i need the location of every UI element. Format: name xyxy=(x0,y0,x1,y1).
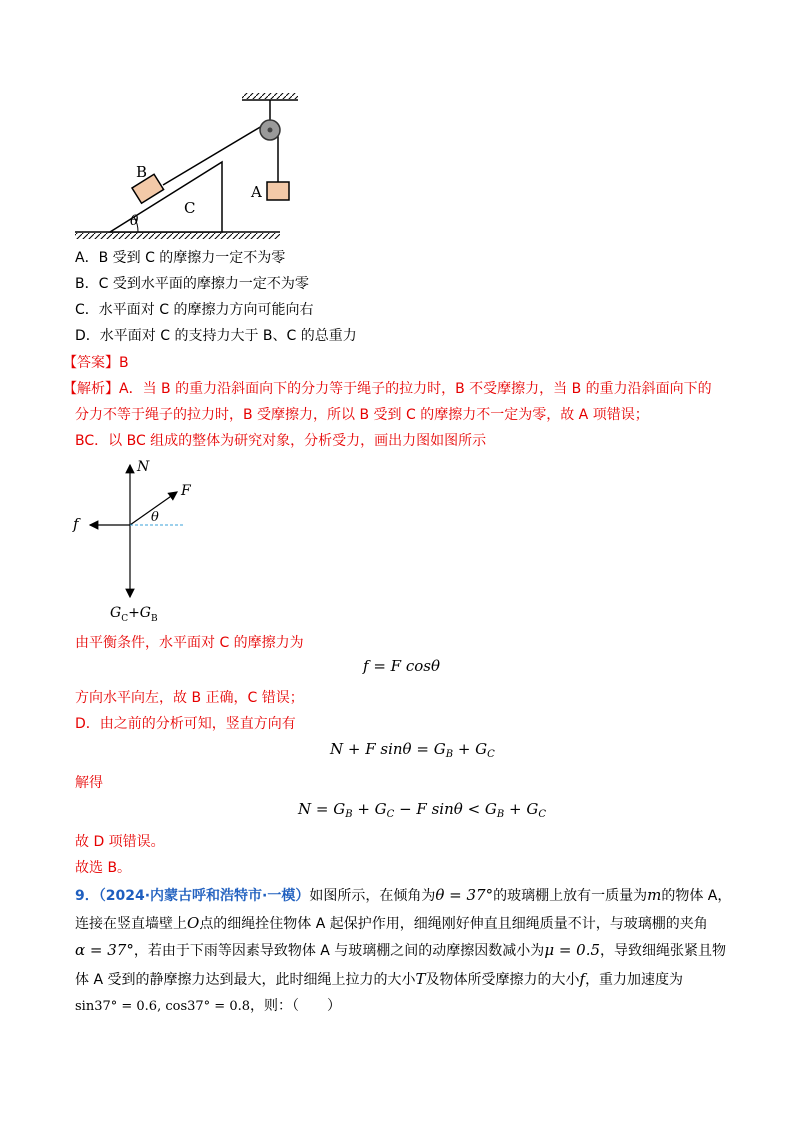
vertical-analysis-text: D．由之前的分析可知，竖直方向有 xyxy=(75,716,296,732)
label-f-friction: f xyxy=(73,515,79,533)
solve-text: 解得 xyxy=(75,775,103,791)
label-c: C xyxy=(184,199,196,217)
d-wrong-text: 故 D 项错误。 xyxy=(75,834,165,850)
option-c: C．水平面对 C 的摩擦力方向可能向右 xyxy=(75,302,314,318)
label-theta: θ xyxy=(130,213,139,229)
wedge-c xyxy=(110,162,222,232)
option-d: D．水平面对 C 的支持力大于 B、C 的总重力 xyxy=(75,328,357,344)
analysis-line-3: BC．以 BC 组成的整体为研究对象，分析受力，画出力图如图所示 xyxy=(75,433,487,449)
label-gravity: $G_C+G_B$ xyxy=(110,605,158,624)
analysis-line-2: 分力不等于绳子的拉力时，B 受摩擦力，所以 B 受到 C 的摩擦力不一定为零，故 A 项错误； xyxy=(75,407,649,423)
label-a: A xyxy=(251,183,262,201)
analysis-line-1: 【解析】A．当 B 的重力沿斜面向下的分力等于绳子的拉力时，B 不受摩擦力，当 B 的重力沿斜面向下的 xyxy=(63,381,712,397)
label-n: N xyxy=(137,459,150,475)
q9-line-4: 体 A 受到的静摩擦力达到最大，此时细绳上拉力的大小T及物体所受摩擦力的大小f，重力加速度为 xyxy=(75,970,684,988)
equation-result: $N = G_B + G_C - F$ $\sin\theta < G_B + G_C$ xyxy=(298,800,546,820)
direction-text: 方向水平向左，故 B 正确，C 错误； xyxy=(75,690,304,706)
q9-line-3: α = 37°，若由于下雨等因素导致物体 A 与玻璃棚之间的动摩擦因数减小为μ = 0.5，导致细绳张紧且物 xyxy=(75,941,727,959)
q9-line-5: sin37° = 0.6, cos37° = 0.8，则：（ ） xyxy=(75,998,341,1014)
pulley xyxy=(260,120,280,140)
label-theta-2: θ xyxy=(151,510,159,525)
force-diagram xyxy=(65,455,205,630)
equation-vertical: N + F $\sin\theta = G_B + G_C$ xyxy=(330,740,495,760)
choose-text: 故选 B。 xyxy=(75,860,132,876)
q9-line-1: 9．（2024·内蒙古呼和浩特市·一模）如图所示，在倾角为θ = 37°的玻璃棚上放有一质量为m的物体 A， xyxy=(75,886,732,904)
block-a xyxy=(267,182,289,200)
option-a: A．B 受到 C 的摩擦力一定不为零 xyxy=(75,250,286,266)
label-f-force: F xyxy=(181,483,191,499)
option-b: B．C 受到水平面的摩擦力一定不为零 xyxy=(75,276,309,292)
q9-line-2: 连接在竖直墙壁上O点的细绳拴住物体 A 起保护作用，细绳刚好伸直且细绳质量不计，与玻璃棚的夹角 xyxy=(75,914,708,932)
label-b: B xyxy=(136,163,148,181)
incline-pulley-figure xyxy=(70,90,310,245)
equation-friction: f = F cosθ xyxy=(363,657,440,675)
ground-surface xyxy=(75,232,280,239)
equilibrium-text: 由平衡条件，水平面对 C 的摩擦力为 xyxy=(75,635,304,651)
answer-line: 【答案】B xyxy=(63,355,129,371)
